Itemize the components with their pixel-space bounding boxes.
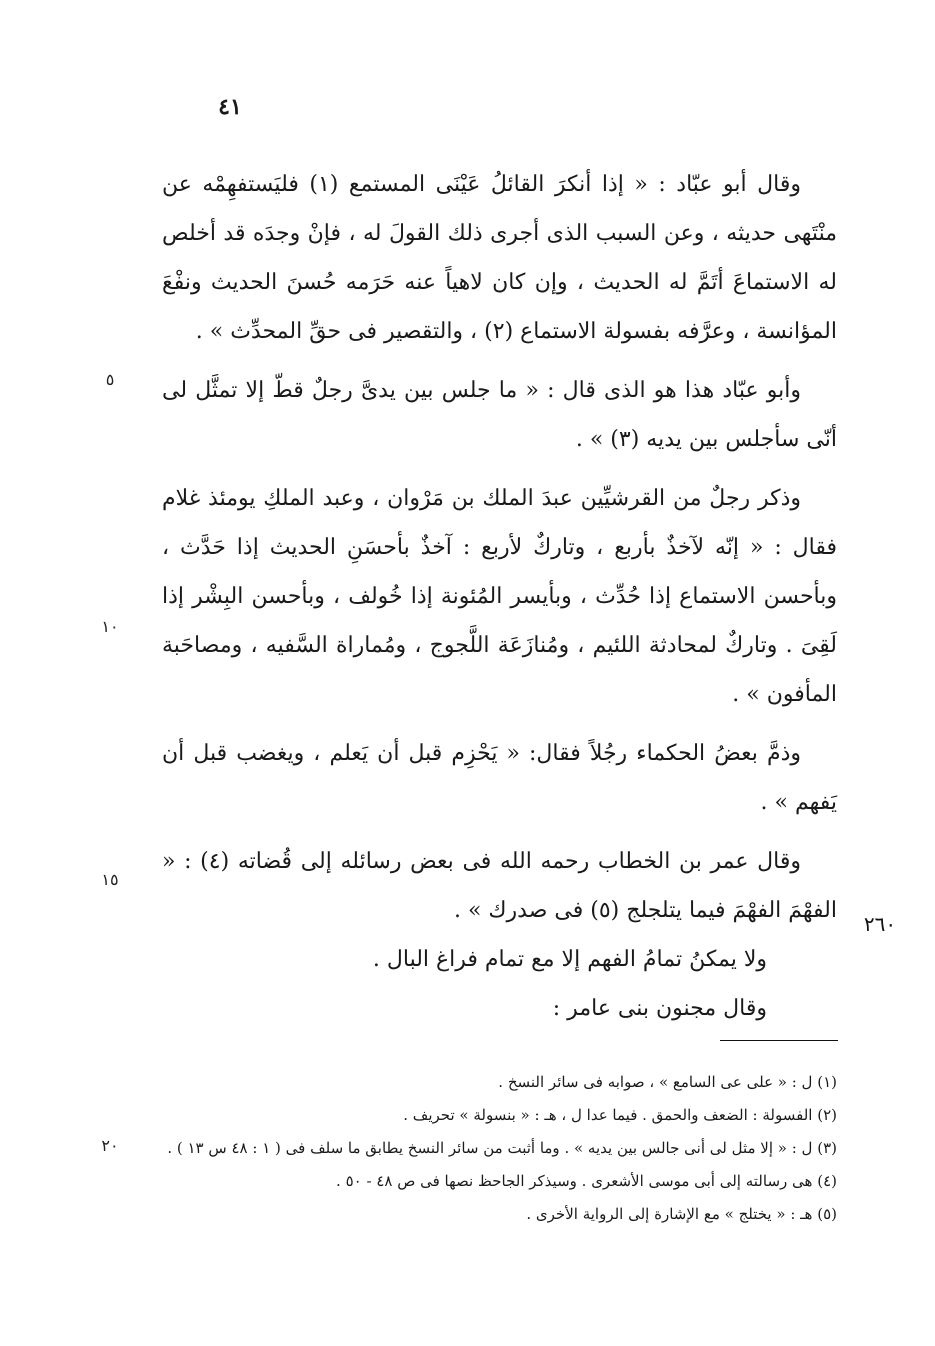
footnote-4: (٤) هى رسالته إلى أبى موسى الأشعرى . وسيذكر الجاحظ نصها فى ص ٤٨ - ٥٠ . — [336, 1172, 837, 1190]
footnotes — [162, 1066, 837, 1231]
footnote-divider — [720, 1040, 838, 1041]
main-text-body — [162, 160, 837, 1033]
footnote-5: (٥) هـ : « يختلج » مع الإشارة إلى الرواية الأخرى . — [526, 1205, 837, 1223]
footnote-1: (١) ل : « على عى السامع » ، صوابه فى سائر النسخ . — [498, 1073, 837, 1091]
paragraph-umar: وقال عمر بن الخطاب رحمه الله فى بعض رسائله إلى قُضاته (٤) : « الفهْمَ الفهْمَ فيما يتلجلج (٥) فى صدرك » . — [162, 849, 837, 923]
paragraph-abu-abbad-listener: وقال أبو عبّاد : « إذا أنكرَ القائلُ عَيْنَى المستمع (١) فليَستفهِمْه عن منْتَهى حديثه ، وعن السبب الذى أجرى ذلك القولَ له ، فإنْ وجدَه قد أخلص له الاستماعَ أتَمَّ له الحديث ، وإن كان لاهياً عنه حَرَمه حُسنَ الحديث ونفْعَ المؤانسة ، وعرَّفه بفسولة الاستماع (٢) ، والتقصير فى حقِّ المحدِّث » . — [162, 172, 837, 344]
paragraph-understanding: ولا يمكنُ تمامُ الفهم إلا مع تمام فراغ البال . — [372, 947, 767, 972]
paragraph-abdulmalik: وذكر رجلٌ من القرشيِّين عبدَ الملك بن مَرْوان ، وعبد الملكِ يومئذ غلام فقال : « إنّه لآخذٌ بأربع ، وتاركٌ لأربع : آخذٌ بأحسَنِ الحديث إذا حَدَّث ، وبأحسن الاستماع إذا حُدِّث ، وبأيسر المُئونة إذا خُولف ، وبأحسن البِشْر إذا لَقِىَ . وتاركٌ لمحادثة اللئيم ، ومُنازَعَة اللَّجوج ، ومُماراة السَّفيه ، ومصاحَبة المأفون » . — [162, 486, 837, 707]
paragraph-majnun-intro: وقال مجنون بنى عامر : — [552, 996, 767, 1021]
line-number-20: ٢٠ — [101, 1136, 119, 1155]
line-number-10: ١٠ — [101, 617, 119, 636]
paragraph-wise-man: وذمَّ بعضُ الحكماء رجُلاً فقال: « يَحْزِم قبل أن يَعلم ، ويغضب قبل أن يَفهم » . — [162, 741, 837, 815]
line-number-5: ٥ — [105, 370, 115, 389]
footnote-2: (٢) الفسولة : الضعف والحمق . فيما عدا ل ، هـ : « بنسولة » تحريف . — [403, 1106, 837, 1124]
original-page-reference: ٢٦٠ — [863, 912, 897, 936]
line-number-15: ١٥ — [101, 870, 119, 889]
footnote-3: (٣) ل : « إلا مثل لى أنى جالس بين يديه » . وما أثبت من سائر النسخ يطابق ما سلف فى ( ١ : ٤٨ س ١٣ ) . — [167, 1139, 837, 1157]
paragraph-abu-abbad-sitting: وأبو عبّاد هذا هو الذى قال : « ما جلس بين يدىَّ رجلٌ قطّ إلا تمثَّل لى أنّى سأجلس بين يديه (٣) » . — [162, 378, 837, 452]
page-number: ٤١ — [218, 94, 242, 120]
